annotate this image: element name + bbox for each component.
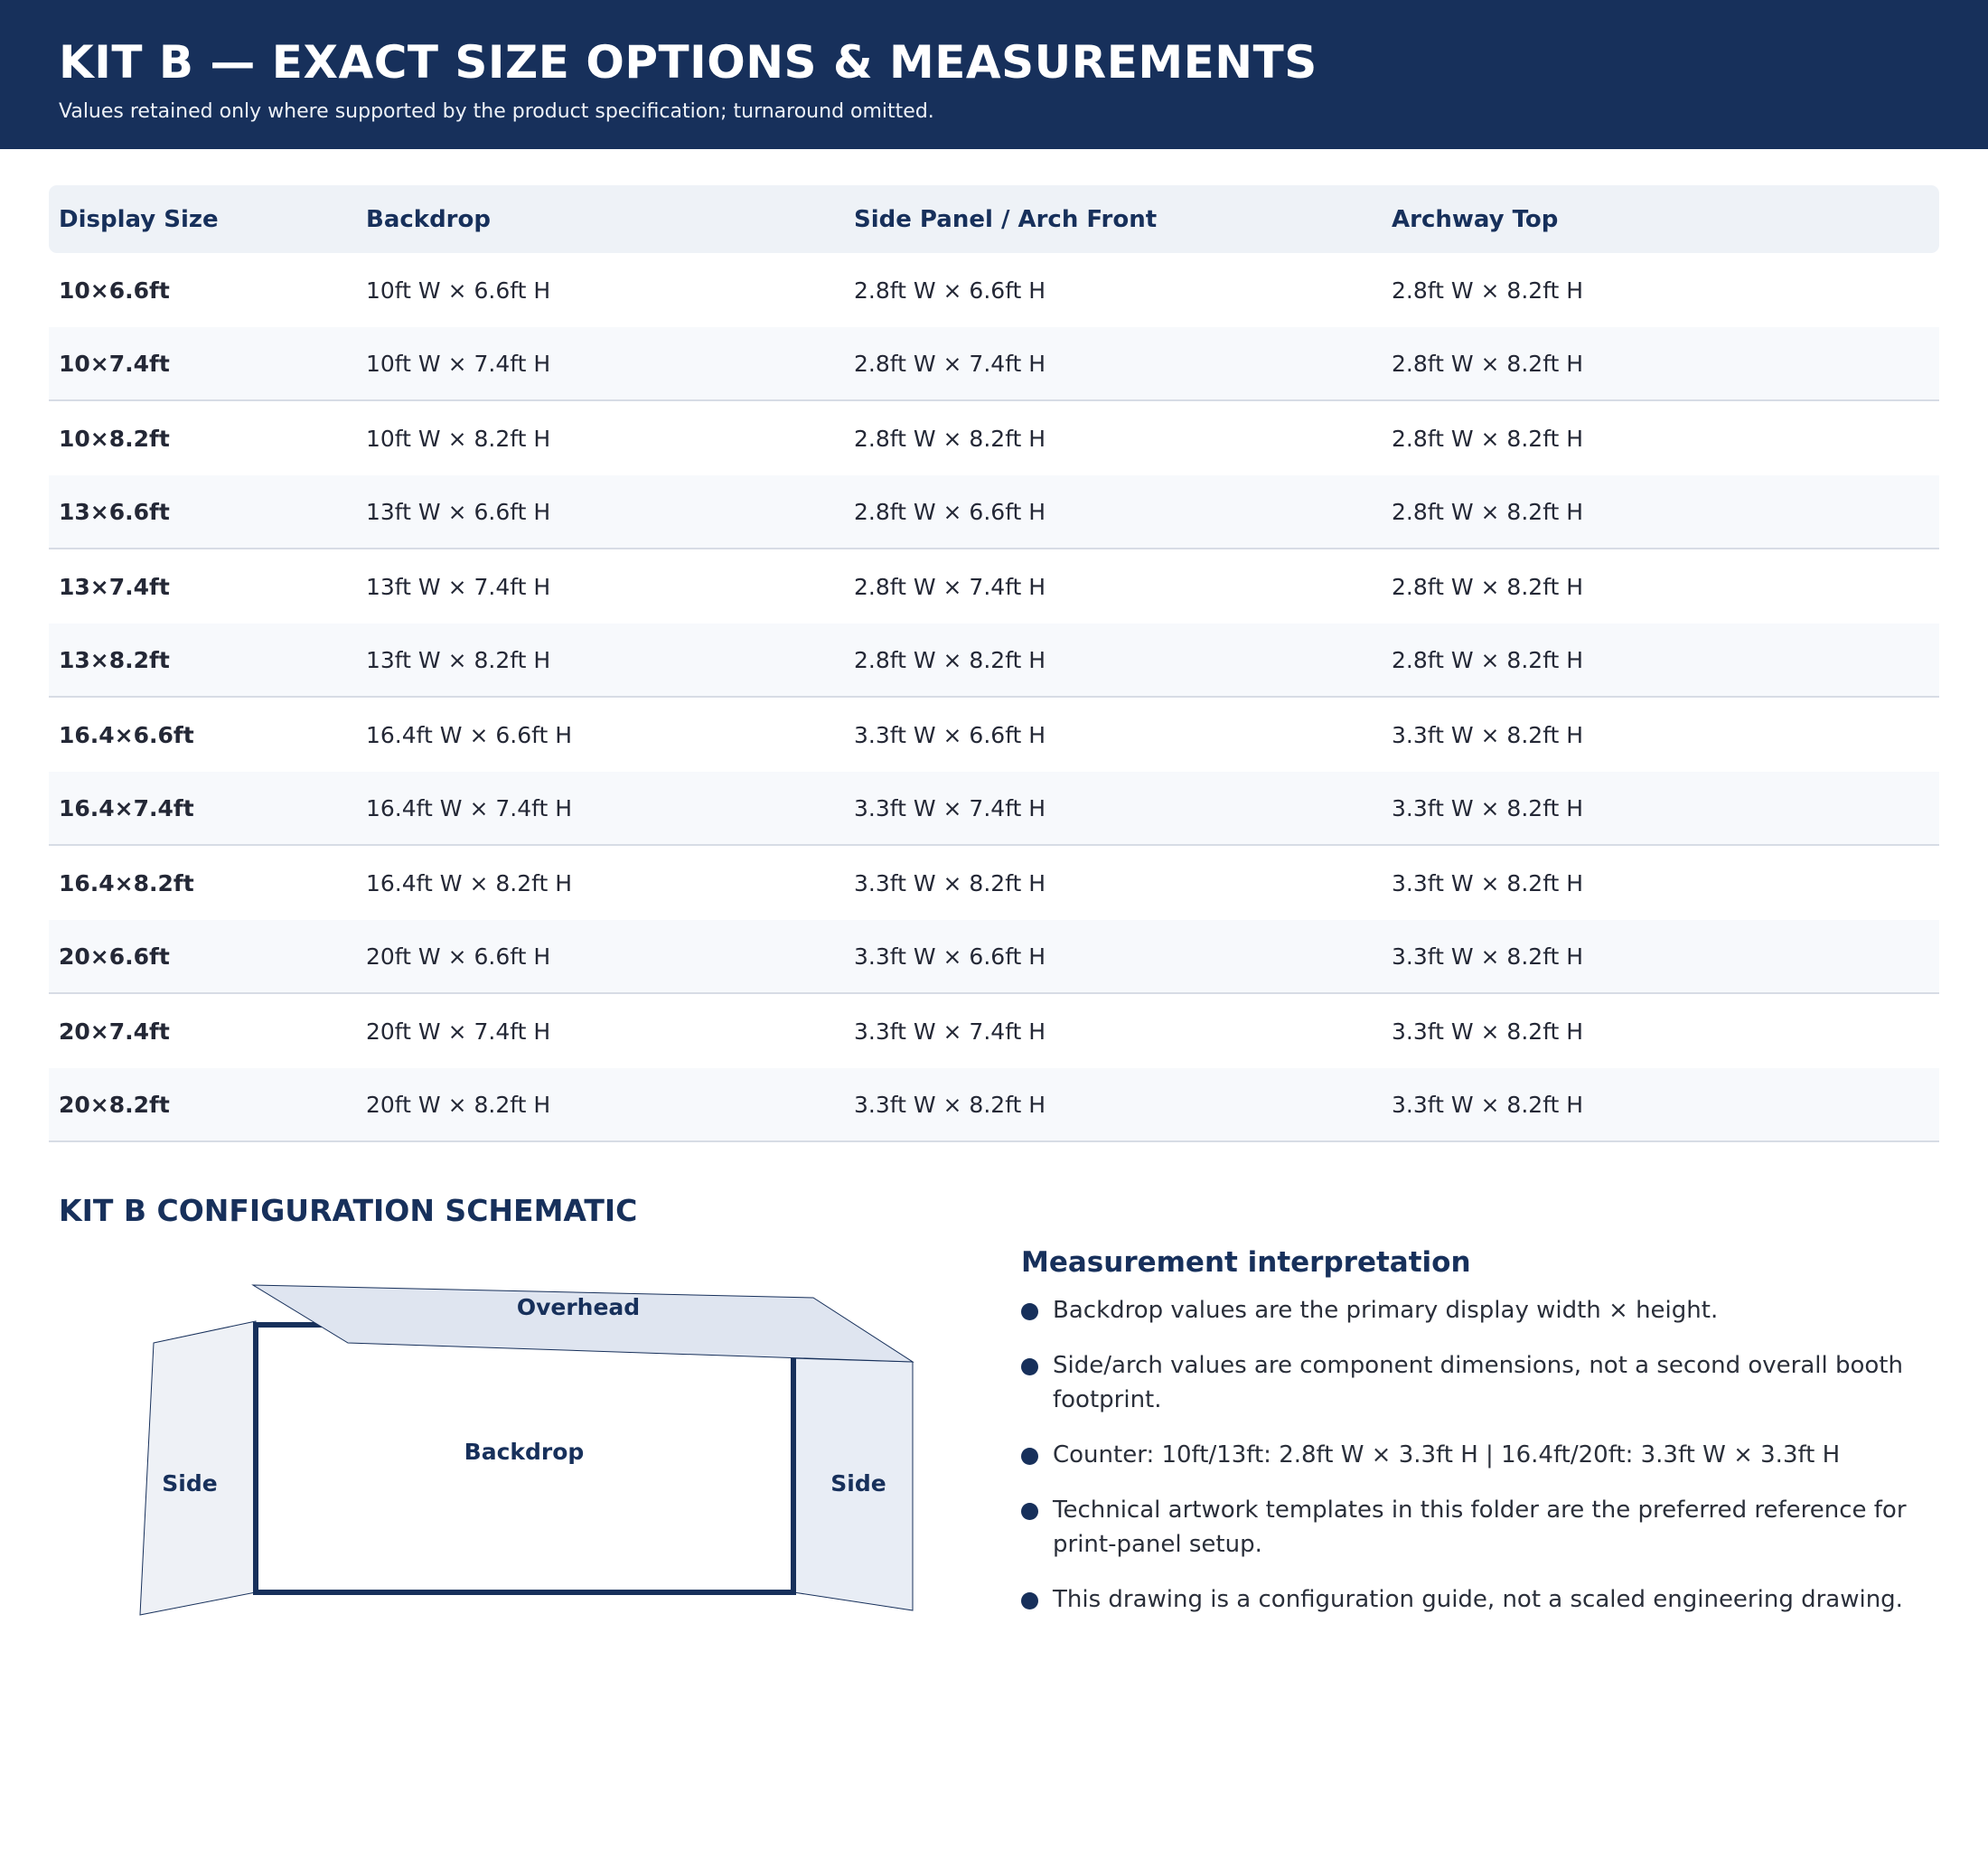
note-item (1021, 1582, 1970, 1617)
table-row (49, 401, 1939, 475)
note-text: Counter: 10ft/13ft: 2.8ft W × 3.3ft H | 16.4ft/20ft: 3.3ft W × 3.3ft H (1053, 1441, 1841, 1469)
notes-title: Measurement interpretation (1021, 1246, 1471, 1279)
table-header-row (49, 185, 1939, 253)
cell-display-size: 20×7.4ft (59, 1018, 170, 1045)
note-text: Backdrop values are the primary display width × height. (1053, 1297, 1719, 1324)
side-label-right: Side (830, 1470, 886, 1497)
cell-display-size: 10×8.2ft (59, 425, 170, 452)
cell-display-size: 16.4×7.4ft (59, 794, 194, 821)
table-row (49, 475, 1939, 549)
table-row (49, 772, 1939, 846)
cell-archway-top: 2.8ft W × 8.2ft H (1392, 277, 1584, 304)
cell-backdrop: 16.4ft W × 6.6ft H (366, 721, 573, 748)
cell-archway-top: 3.3ft W × 8.2ft H (1392, 1018, 1584, 1045)
cell-archway-top: 3.3ft W × 8.2ft H (1392, 943, 1584, 970)
cell-archway-top: 2.8ft W × 8.2ft H (1392, 646, 1584, 673)
cell-display-size: 16.4×8.2ft (59, 869, 194, 896)
cell-archway-top: 3.3ft W × 8.2ft H (1392, 1091, 1584, 1118)
note-text: This drawing is a configuration guide, not a scaled engineering drawing. (1053, 1586, 1903, 1613)
cell-display-size: 13×7.4ft (59, 573, 170, 600)
cell-display-size: 20×6.6ft (59, 943, 170, 970)
column-header-side-panel: Side Panel / Arch Front (854, 205, 1158, 233)
table-row (49, 698, 1939, 772)
page-header (0, 0, 1988, 149)
cell-side-panel: 2.8ft W × 6.6ft H (854, 277, 1046, 304)
cell-archway-top: 2.8ft W × 8.2ft H (1392, 425, 1584, 452)
note-text: Technical artwork templates in this folder are the preferred reference for print-panel setup. (1053, 1497, 1907, 1558)
cell-display-size: 16.4×6.6ft (59, 721, 194, 748)
notes-list (1021, 1293, 1970, 1617)
cell-backdrop: 13ft W × 6.6ft H (366, 498, 551, 525)
cell-backdrop: 13ft W × 7.4ft H (366, 573, 551, 600)
table-row (49, 327, 1939, 401)
page-title: KIT B — EXACT SIZE OPTIONS & MEASUREMENTS (59, 36, 1318, 89)
cell-side-panel: 3.3ft W × 8.2ft H (854, 869, 1046, 896)
cell-backdrop: 10ft W × 7.4ft H (366, 350, 551, 377)
cell-backdrop: 10ft W × 8.2ft H (366, 425, 551, 452)
page-subtitle: Values retained only where supported by the product specification; turnaround omitted. (59, 100, 934, 123)
cell-backdrop: 20ft W × 7.4ft H (366, 1018, 551, 1045)
note-item (1021, 1348, 1970, 1417)
bullet-icon (1021, 1448, 1038, 1465)
schematic-drawing (127, 1274, 940, 1636)
cell-archway-top: 3.3ft W × 8.2ft H (1392, 869, 1584, 896)
configuration-schematic (127, 1274, 940, 1639)
cell-display-size: 10×6.6ft (59, 277, 170, 304)
table-row (49, 994, 1939, 1068)
table-body (49, 253, 1939, 1142)
column-header-display-size: Display Size (59, 205, 219, 233)
cell-display-size: 20×8.2ft (59, 1091, 170, 1118)
cell-archway-top: 2.8ft W × 8.2ft H (1392, 498, 1584, 525)
bullet-icon (1021, 1303, 1038, 1320)
note-item (1021, 1438, 1970, 1472)
size-table (49, 185, 1939, 1142)
cell-backdrop: 20ft W × 8.2ft H (366, 1091, 551, 1118)
cell-archway-top: 3.3ft W × 8.2ft H (1392, 721, 1584, 748)
backdrop-label: Backdrop (464, 1439, 585, 1465)
cell-side-panel: 2.8ft W × 7.4ft H (854, 350, 1046, 377)
table-row (49, 920, 1939, 994)
column-header-backdrop: Backdrop (366, 205, 491, 233)
cell-archway-top: 2.8ft W × 8.2ft H (1392, 573, 1584, 600)
cell-display-size: 13×8.2ft (59, 646, 170, 673)
column-header-archway-top: Archway Top (1392, 205, 1559, 233)
cell-side-panel: 2.8ft W × 8.2ft H (854, 646, 1046, 673)
cell-side-panel: 2.8ft W × 7.4ft H (854, 573, 1046, 600)
measurement-notes (1021, 1243, 1970, 1637)
cell-backdrop: 10ft W × 6.6ft H (366, 277, 551, 304)
overhead-label: Overhead (516, 1294, 641, 1320)
bullet-icon (1021, 1358, 1038, 1375)
cell-backdrop: 20ft W × 6.6ft H (366, 943, 551, 970)
note-text: Side/arch values are component dimensions, not a second overall booth footprint. (1053, 1352, 1903, 1413)
cell-side-panel: 3.3ft W × 7.4ft H (854, 1018, 1046, 1045)
cell-backdrop: 16.4ft W × 7.4ft H (366, 794, 573, 821)
cell-side-panel: 3.3ft W × 6.6ft H (854, 721, 1046, 748)
schematic-title: KIT B CONFIGURATION SCHEMATIC (59, 1193, 638, 1228)
cell-display-size: 10×7.4ft (59, 350, 170, 377)
cell-side-panel: 3.3ft W × 6.6ft H (854, 943, 1046, 970)
side-label-left: Side (162, 1470, 218, 1497)
table-row (49, 253, 1939, 327)
cell-backdrop: 13ft W × 8.2ft H (366, 646, 551, 673)
bullet-icon (1021, 1592, 1038, 1609)
cell-side-panel: 2.8ft W × 6.6ft H (854, 498, 1046, 525)
table-row (49, 1068, 1939, 1142)
cell-archway-top: 2.8ft W × 8.2ft H (1392, 350, 1584, 377)
note-item (1021, 1493, 1970, 1562)
cell-archway-top: 3.3ft W × 8.2ft H (1392, 794, 1584, 821)
table-row (49, 624, 1939, 698)
table-row (49, 549, 1939, 624)
bullet-icon (1021, 1503, 1038, 1520)
cell-side-panel: 2.8ft W × 8.2ft H (854, 425, 1046, 452)
cell-side-panel: 3.3ft W × 8.2ft H (854, 1091, 1046, 1118)
cell-backdrop: 16.4ft W × 8.2ft H (366, 869, 573, 896)
side-panel-left (140, 1321, 256, 1615)
note-item (1021, 1293, 1970, 1328)
table-row (49, 846, 1939, 920)
cell-side-panel: 3.3ft W × 7.4ft H (854, 794, 1046, 821)
cell-display-size: 13×6.6ft (59, 498, 170, 525)
